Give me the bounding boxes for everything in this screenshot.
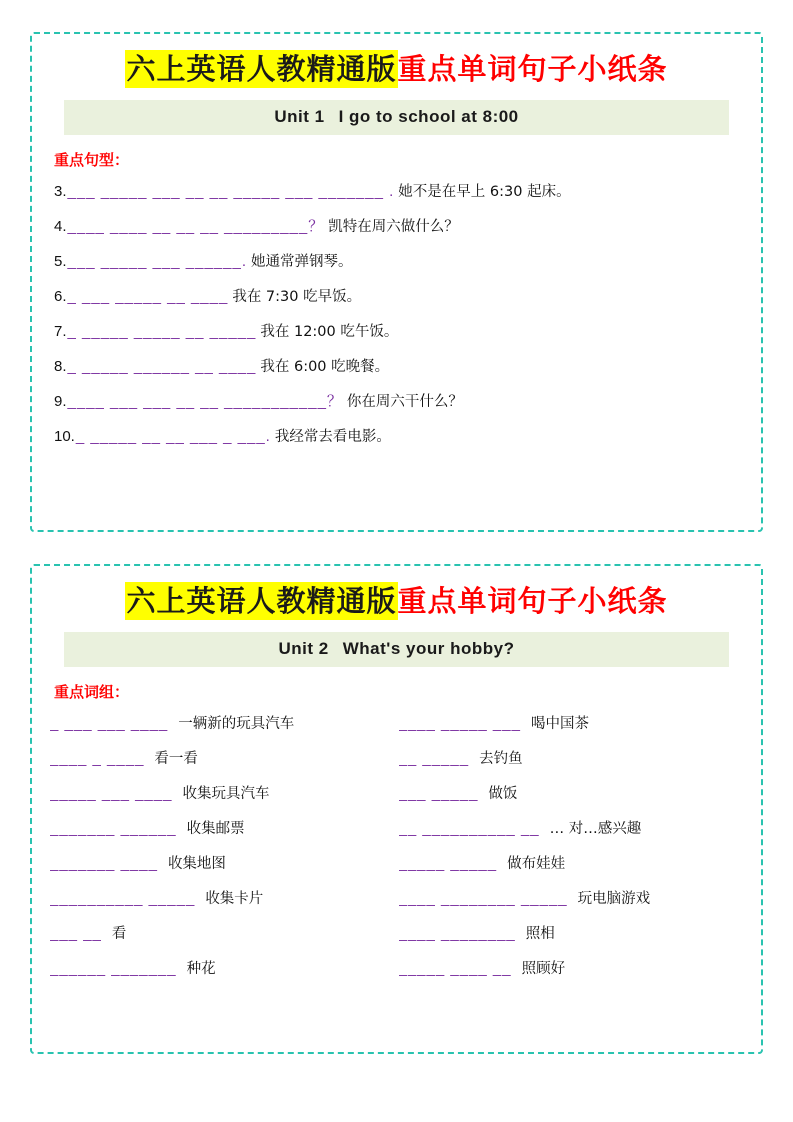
- list-item: [50, 285, 743, 306]
- unit1-bar: [64, 100, 729, 135]
- list-item: [50, 712, 395, 733]
- chinese-translation: 收集卡片: [205, 890, 264, 907]
- chinese-translation: 种花: [186, 960, 216, 977]
- list-item: [399, 817, 744, 838]
- item-number: 5.: [54, 252, 67, 270]
- chinese-translation: 照顾好: [521, 960, 566, 977]
- list-item: [50, 747, 395, 768]
- unit1-label: Unit 1: [274, 106, 325, 126]
- list-item: [50, 957, 395, 978]
- list-item: [50, 922, 395, 943]
- unit2-title: What's your hobby?: [342, 638, 515, 658]
- item-number: 6.: [54, 287, 67, 305]
- list-item: [50, 782, 395, 803]
- answer-blank: ___ _____: [398, 784, 479, 802]
- unit1-sentence-list: [50, 180, 743, 446]
- list-item: [50, 180, 743, 201]
- list-item: [50, 215, 743, 236]
- unit2-phrase-grid: [50, 712, 743, 978]
- answer-blank: ___ _____ ___ ______.: [67, 252, 248, 270]
- unit2-bar: [64, 632, 729, 667]
- item-number: 9.: [54, 392, 67, 410]
- answer-blank: _____ _____: [398, 854, 498, 872]
- list-item: [50, 887, 395, 908]
- answer-blank: ______ _______: [50, 959, 177, 977]
- list-item: [399, 782, 744, 803]
- answer-blank: _ ___ ___ ____: [50, 714, 169, 732]
- item-number: 3.: [54, 182, 67, 200]
- unit1-section-label: 重点句型：: [54, 150, 130, 169]
- chinese-translation: 收集地图: [167, 855, 226, 872]
- chinese-translation: 凯特在周六做什么？: [328, 218, 459, 235]
- title-highlight-text: 六上英语人教精通版: [126, 52, 397, 86]
- answer-blank: ____ _____ ___: [398, 714, 521, 732]
- chinese-translation: 做饭: [488, 785, 518, 802]
- answer-blank: ____ ________: [398, 924, 516, 942]
- chinese-translation: 照相: [525, 925, 555, 942]
- answer-blank: ____ _ ____: [50, 749, 145, 767]
- answer-blank: ___ __: [50, 924, 102, 942]
- chinese-translation: 一辆新的玩具汽车: [178, 715, 295, 732]
- list-item: [399, 957, 744, 978]
- unit1-card: [30, 32, 763, 532]
- chinese-translation: 收集邮票: [186, 820, 245, 837]
- title-red-text: 重点单词句子小纸条: [397, 584, 668, 618]
- answer-blank: _ _____ __ __ ___ _ ___.: [75, 427, 271, 445]
- answer-blank: _______ ______: [50, 819, 177, 837]
- unit1-title: I go to school at 8:00: [338, 106, 519, 126]
- list-item: [50, 390, 743, 411]
- answer-blank: __________ _____: [50, 889, 196, 907]
- chinese-translation: 你在周六干什么？: [346, 393, 463, 410]
- chinese-translation: 去钓鱼: [479, 750, 523, 767]
- card2-title: [50, 586, 743, 618]
- chinese-translation: 收集玩具汽车: [182, 785, 270, 802]
- chinese-translation: 做布娃娃: [507, 855, 566, 872]
- answer-blank: _ _____ ______ __ ____: [67, 357, 257, 375]
- answer-blank: _ ___ _____ __ ____: [67, 287, 229, 305]
- answer-blank: _____ ____ __: [398, 959, 512, 977]
- answer-blank: _____ ___ ____: [50, 784, 173, 802]
- chinese-translation: 她不是在早上 6:30 起床。: [398, 183, 571, 200]
- list-item: [399, 887, 744, 908]
- unit2-label: Unit 2: [278, 638, 329, 658]
- answer-blank: ____ ____ __ __ __ _________？: [67, 217, 325, 235]
- title-highlight-text: 六上英语人教精通版: [126, 584, 397, 618]
- list-item: [399, 712, 744, 733]
- unit2-section-label: 重点词组：: [54, 682, 130, 701]
- answer-blank: _ _____ _____ __ _____: [67, 322, 257, 340]
- list-item: [50, 320, 743, 341]
- chinese-translation: 我在 12:00 吃午饭。: [260, 323, 399, 340]
- answer-blank: ___ _____ ___ __ __ _____ ___ _______ .: [67, 182, 395, 200]
- answer-blank: _______ ____: [50, 854, 158, 872]
- list-item: [399, 852, 744, 873]
- title-red-text: 重点单词句子小纸条: [397, 52, 668, 86]
- item-number: 10.: [54, 427, 75, 445]
- chinese-translation: 我经常去看电影。: [274, 428, 391, 445]
- answer-blank: ____ ___ ___ __ __ ___________？: [67, 392, 343, 410]
- list-item: [399, 747, 744, 768]
- chinese-translation: 她通常弹钢琴。: [251, 253, 353, 270]
- unit2-card: [30, 564, 763, 1054]
- list-item: [50, 817, 395, 838]
- answer-blank: __ __________ __: [398, 819, 540, 837]
- card1-title: [50, 54, 743, 86]
- chinese-translation: 看: [111, 925, 127, 942]
- chinese-translation: 我在 7:30 吃早饭。: [232, 288, 362, 305]
- item-number: 7.: [54, 322, 67, 340]
- item-number: 4.: [54, 217, 67, 235]
- list-item: [50, 250, 743, 271]
- list-item: [50, 425, 743, 446]
- chinese-translation: 我在 6:00 吃晚餐。: [260, 358, 390, 375]
- answer-blank: ____ ________ _____: [398, 889, 568, 907]
- answer-blank: __ _____: [398, 749, 470, 767]
- item-number: 8.: [54, 357, 67, 375]
- chinese-translation: 看一看: [154, 750, 198, 767]
- chinese-translation: 喝中国茶: [530, 715, 589, 732]
- chinese-translation: 玩电脑游戏: [577, 890, 651, 907]
- list-item: [399, 922, 744, 943]
- list-item: [50, 355, 743, 376]
- list-item: [50, 852, 395, 873]
- chinese-translation: … 对…感兴趣: [549, 820, 642, 837]
